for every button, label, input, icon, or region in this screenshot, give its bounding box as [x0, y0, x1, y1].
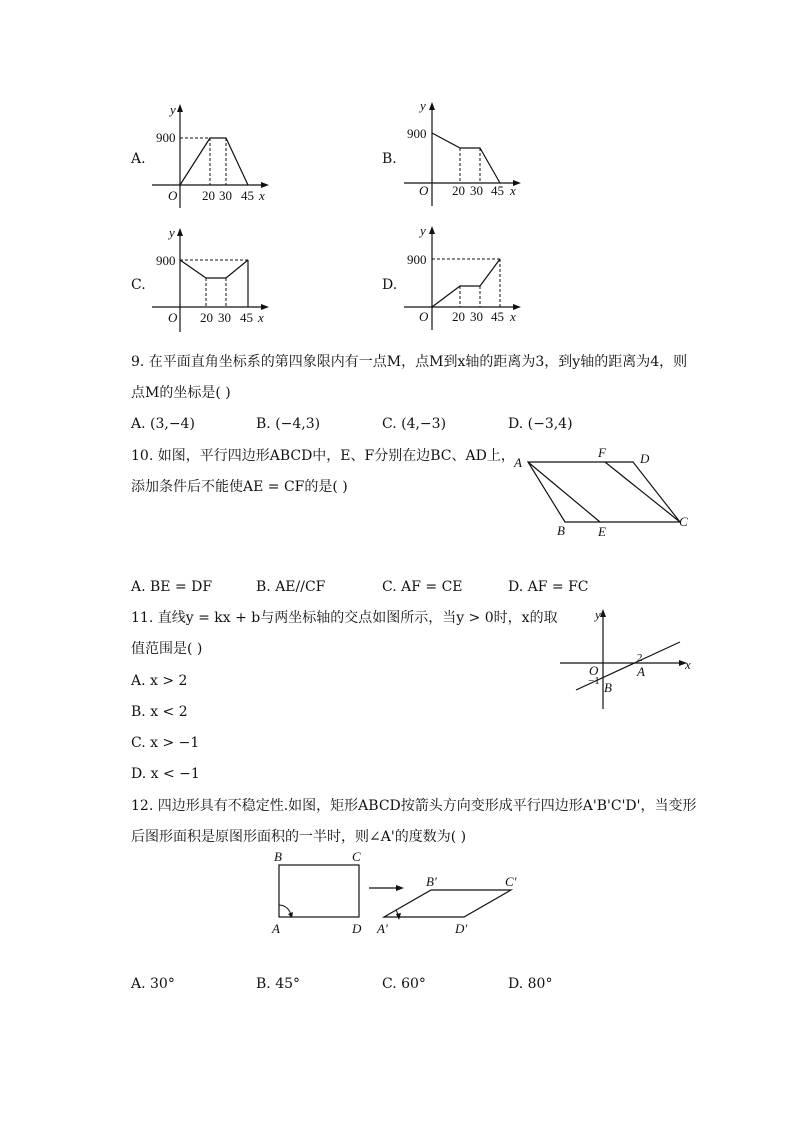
q12-option-b: B. 45° — [256, 976, 301, 992]
svg-text:x: x — [258, 310, 264, 325]
q12-option-c: C. 60° — [382, 976, 426, 992]
svg-text:x: x — [510, 183, 516, 198]
q11-option-b: B. x < 2 — [131, 704, 188, 720]
svg-text:900: 900 — [156, 253, 176, 268]
q10-option-b: B. AE//CF — [256, 579, 326, 595]
y-tick-900: 900 — [156, 130, 176, 145]
q11-stem-line1: 11. 直线y = kx + b与两坐标轴的交点如图所示，当y > 0时，x的取 — [131, 610, 558, 626]
svg-text:900: 900 — [407, 126, 427, 141]
svg-text:B: B — [604, 680, 612, 695]
svg-text:C: C — [679, 514, 688, 529]
q10-stem-line2: 添加条件后不能使AE = CF的是( ) — [131, 479, 348, 495]
svg-text:A: A — [637, 664, 645, 679]
q11-line-graph-figure — [558, 605, 698, 715]
q9-option-d: D. (−3,4) — [508, 416, 573, 432]
q10-stem-line1: 10. 如图，平行四边形ABCD中，E、F分别在边BC、AD上， — [131, 448, 515, 464]
svg-text:45: 45 — [491, 309, 504, 324]
svg-text:C′: C′ — [505, 874, 517, 889]
q11-option-c: C. x > −1 — [131, 735, 200, 751]
svg-text:2: 2 — [637, 652, 643, 664]
q9-stem-line2: 点M的坐标是( ) — [131, 385, 231, 401]
q11-stem-line2: 值范围是( ) — [131, 641, 203, 657]
q9-option-c: C. (4,−3) — [382, 416, 447, 432]
svg-text:y: y — [420, 98, 426, 113]
q10-option-c: C. AF = CE — [382, 579, 463, 595]
origin-label: O — [168, 188, 178, 203]
svg-text:D: D — [640, 451, 650, 466]
svg-text:30: 30 — [218, 310, 231, 325]
q12-option-a: A. 30° — [131, 976, 175, 992]
svg-text:E: E — [598, 524, 606, 539]
x-axis-label: x — [259, 188, 265, 203]
q11-option-d: D. x < −1 — [131, 766, 200, 782]
q9-option-a: A. (3,−4) — [131, 416, 195, 432]
svg-text:20: 20 — [200, 310, 213, 325]
q10-option-d: D. AF = FC — [508, 579, 589, 595]
q12-deformation-figure — [268, 846, 538, 941]
svg-text:D: D — [352, 921, 362, 936]
svg-text:45: 45 — [491, 183, 504, 198]
svg-text:O: O — [168, 310, 178, 325]
graph-option-d — [402, 222, 522, 332]
graph-option-a — [150, 100, 270, 210]
svg-text:−1: −1 — [588, 675, 600, 687]
x-tick-20: 20 — [202, 188, 215, 203]
svg-text:B′: B′ — [426, 874, 437, 889]
svg-text:y: y — [169, 225, 175, 240]
q12-stem-line1: 12. 四边形具有不稳定性.如图，矩形ABCD按箭头方向变形成平行四边形A'B'C'D'，当变形 — [131, 798, 697, 814]
q12-option-d: D. 80° — [508, 976, 553, 992]
svg-text:A′: A′ — [377, 921, 388, 936]
svg-text:30: 30 — [470, 309, 483, 324]
q12-stem-line2: 后图形面积是原图形面积的一半时，则∠A'的度数为( ) — [131, 829, 467, 845]
option-a-label: A. — [131, 151, 146, 167]
option-c-label: C. — [131, 277, 146, 293]
x-tick-45: 45 — [241, 188, 254, 203]
option-b-label: B. — [382, 151, 397, 167]
svg-text:y: y — [595, 607, 601, 622]
svg-text:A: A — [514, 455, 522, 470]
q9-stem-line1: 9. 在平面直角坐标系的第四象限内有一点M，点M到x轴的距离为3，到y轴的距离为4，则 — [131, 354, 688, 370]
q10-option-a: A. BE = DF — [131, 579, 213, 595]
svg-text:y: y — [420, 223, 426, 238]
svg-text:C: C — [352, 849, 361, 864]
svg-text:O: O — [419, 309, 429, 324]
svg-text:45: 45 — [240, 310, 253, 325]
svg-text:20: 20 — [452, 183, 465, 198]
svg-text:20: 20 — [452, 309, 465, 324]
option-d-label: D. — [382, 277, 398, 293]
svg-text:A: A — [272, 921, 280, 936]
svg-text:O: O — [419, 183, 429, 198]
graph-option-c — [150, 224, 270, 334]
svg-text:B: B — [557, 523, 565, 538]
q11-option-a: A. x > 2 — [131, 673, 188, 689]
svg-text:B: B — [274, 849, 282, 864]
svg-text:D′: D′ — [455, 921, 468, 936]
svg-text:x: x — [510, 309, 516, 324]
svg-text:30: 30 — [470, 183, 483, 198]
y-axis-label: y — [170, 102, 176, 117]
x-tick-30: 30 — [219, 188, 232, 203]
q9-option-b: B. (−4,3) — [256, 416, 321, 432]
svg-text:F: F — [598, 445, 606, 460]
graph-option-b — [402, 98, 522, 208]
q10-parallelogram-figure — [510, 445, 700, 545]
svg-text:900: 900 — [407, 252, 427, 267]
svg-text:O: O — [589, 663, 599, 678]
svg-text:x: x — [685, 657, 691, 672]
